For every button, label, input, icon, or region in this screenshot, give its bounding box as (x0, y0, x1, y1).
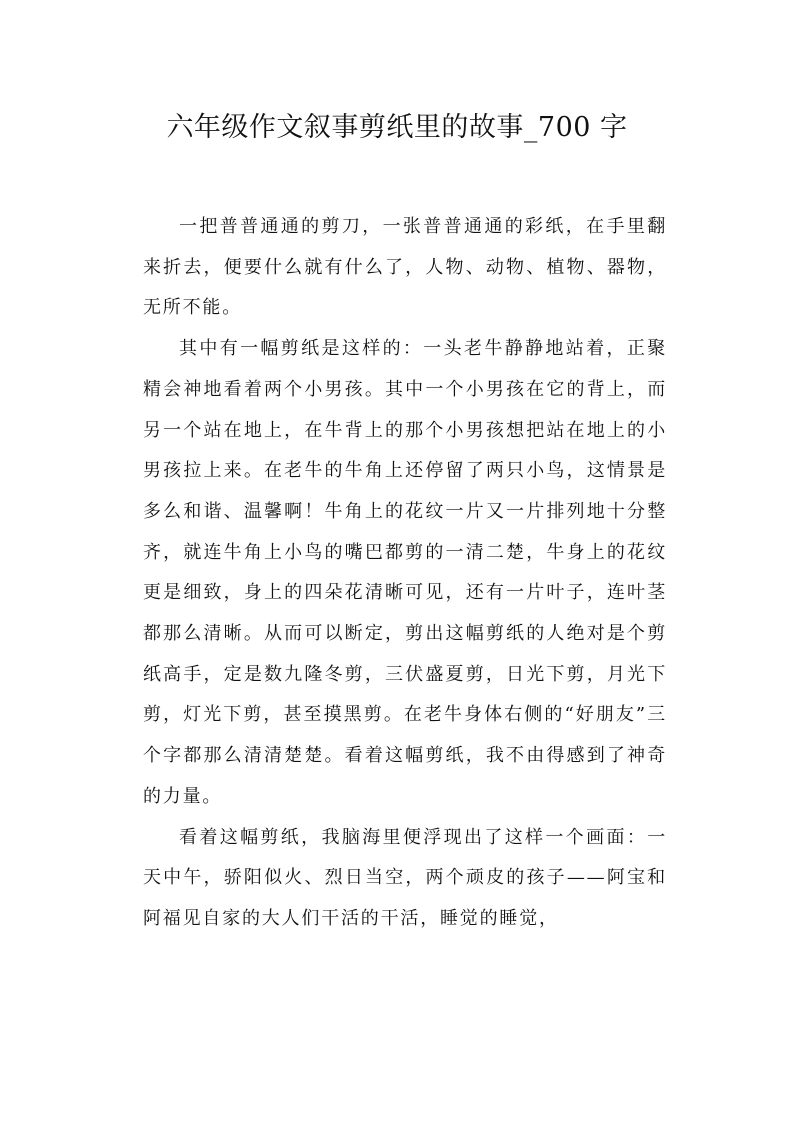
paragraph-1: 一把普普通通的剪刀，一张普普通通的彩纸，在手里翻来折去，便要什么就有什么了，人物、动物、植物、器物，无所不能。 (143, 216, 667, 319)
paragraph-3: 看着这幅剪纸，我脑海里便浮现出了这样一个画面：一天中午，骄阳似火、烈日当空，两个顽皮的孩子——阿宝和阿福见自家的大人们干活的干活，睡觉的睡觉， (143, 826, 667, 929)
document-body (143, 207, 667, 940)
paragraph-2: 其中有一幅剪纸是这样的：一头老牛静静地站着，正聚精会神地看着两个小男孩。其中一个小男孩在它的背上，而另一个站在地上，在牛背上的那个小男孩想把站在地上的小男孩拉上来。在老牛的牛角上还停留了两只小鸟，这情景是多么和谐、温馨啊！牛角上的花纹一片又一片排列地十分整齐，就连牛角上小鸟的嘴巴都剪的一清二楚，牛身上的花纹更是细致，身上的四朵花清晰可见，还有一片叶子，连叶茎都那么清晰。从而可以断定，剪出这幅剪纸的人绝对是个剪纸高手，定是数九隆冬剪，三伏盛夏剪，日光下剪，月光下剪，灯光下剪，甚至摸黑剪。在老牛身体右侧的“好朋友”三个字都那么清清楚楚。看着这幅剪纸，我不由得感到了神奇的力量。 (143, 338, 667, 807)
document-title: 六年级作文叙事剪纸里的故事_700 字 (166, 112, 628, 143)
